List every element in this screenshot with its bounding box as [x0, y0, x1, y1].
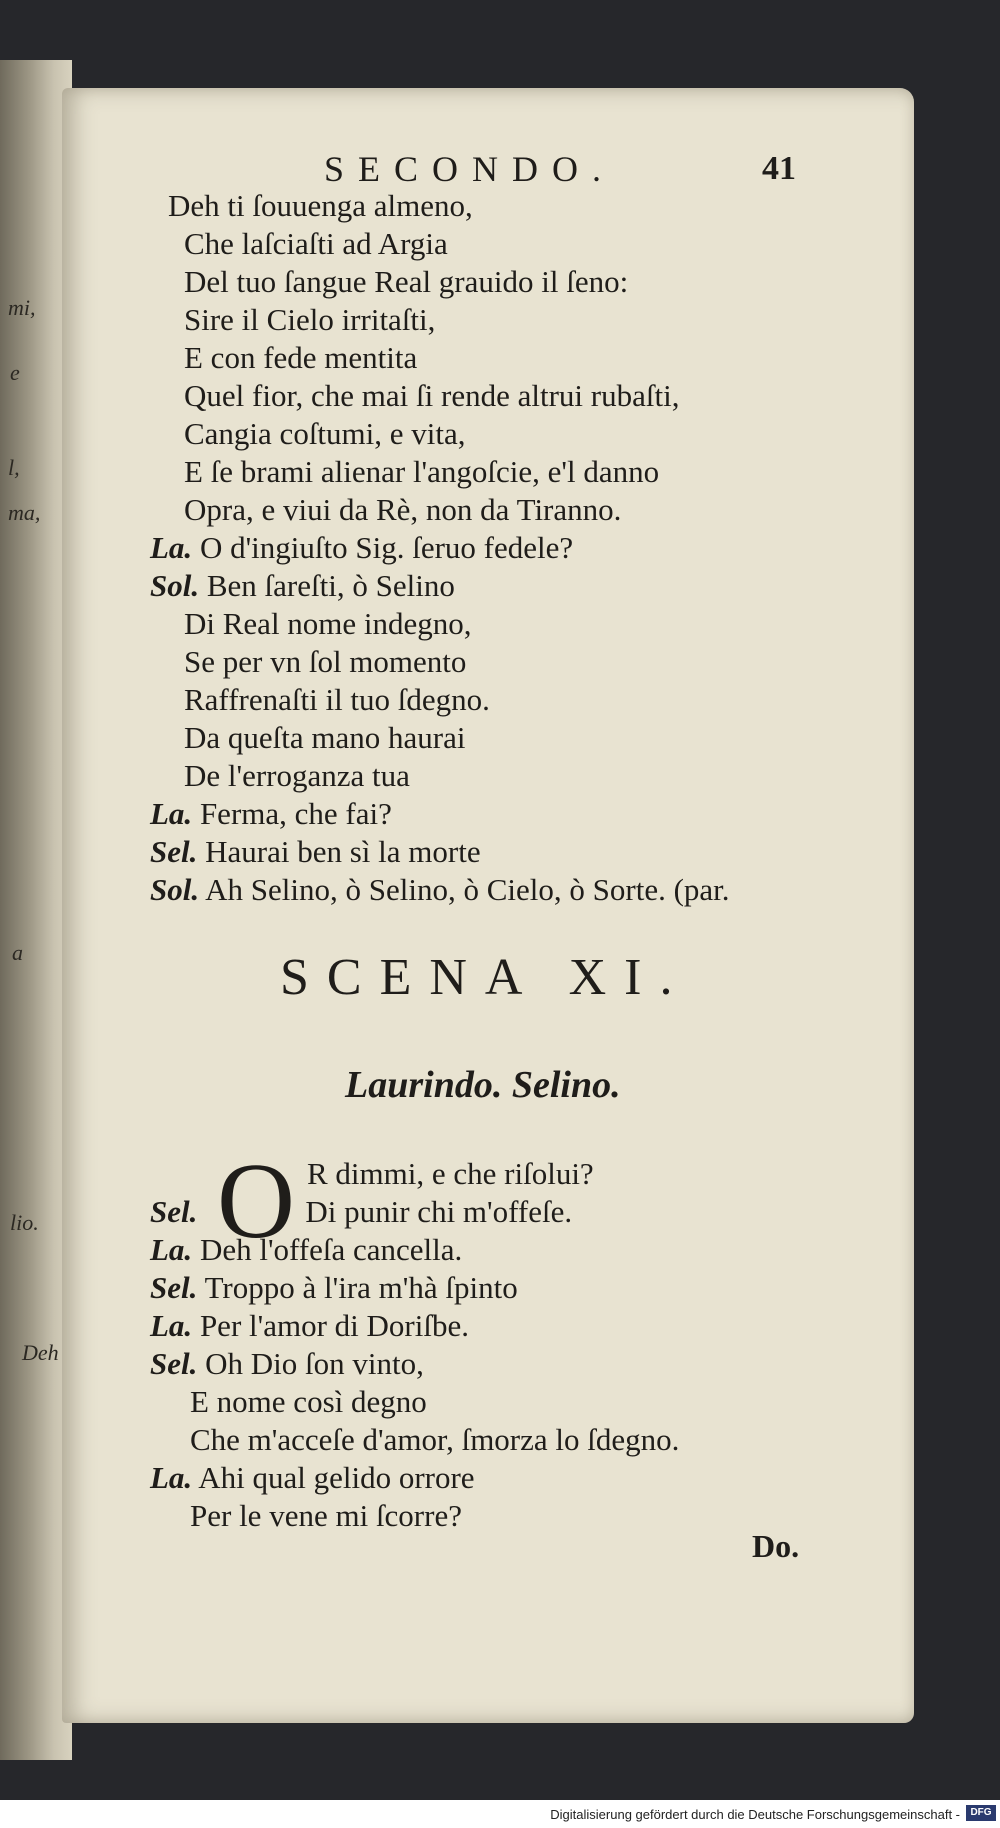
verse-line [184, 304, 435, 335]
verse-text: Da queſta mano haurai [184, 720, 466, 755]
speaker-label: La. [150, 1232, 193, 1267]
verse-line [150, 1272, 518, 1303]
scene-title: SCENA XI. [280, 949, 691, 1006]
verse-text: Quel fior, che mai ſi rende altrui rubaſti, [184, 378, 680, 413]
dfg-logo: DFG [966, 1805, 996, 1821]
verse-line [184, 608, 472, 639]
verse-line [190, 1424, 679, 1455]
verse-text: Deh l'offeſa cancella. [199, 1232, 463, 1267]
verse-line [184, 494, 621, 525]
verse-text: Oh Dio ſon vinto, [205, 1346, 424, 1381]
verse-line [150, 1196, 572, 1227]
verse-text: Cangia coſtumi, e vita, [184, 416, 466, 451]
verse-line [307, 1158, 594, 1189]
verse-text: Troppo à l'ira m'hà ſpinto [204, 1270, 518, 1305]
verse-text: Sire il Cielo irritaſti, [184, 302, 436, 337]
verse-text: Di Real nome indegno, [184, 606, 472, 641]
verse-text: Ben ſareſti, ò Selino [206, 568, 455, 603]
verse-text: E nome così degno [190, 1384, 427, 1419]
verse-text: Ferma, che fai? [199, 796, 392, 831]
speaker-label: Sol. [150, 872, 200, 907]
verse-line [184, 722, 465, 753]
verse-text: Raffrenaſti il tuo ſdegno. [184, 682, 490, 717]
running-header: SECONDO. [324, 149, 616, 189]
verse-text: E con fede mentita [184, 340, 418, 375]
verse-text: Che laſciaſti ad Argia [184, 226, 448, 261]
verse-text: Per l'amor di Doriſbe. [199, 1308, 469, 1343]
verse-line [184, 646, 466, 677]
page-number: 41 [762, 150, 796, 187]
scene-persons: Laurindo. Selino. [345, 1064, 621, 1106]
verse-text: Ahi qual gelido orrore [198, 1460, 475, 1495]
verse-line [184, 684, 490, 715]
verse-text: Ah Selino, ò Selino, ò Cielo, ò Sorte. (par. [205, 872, 730, 907]
verse-line [150, 1310, 469, 1341]
fragment-text: mi, [8, 295, 36, 320]
verse-line [150, 874, 730, 905]
verse-text: E ſe brami alienar l'angoſcie, e'l danno [184, 454, 660, 489]
speaker-label: Sel. [150, 1270, 198, 1305]
speaker-label: Sol. [150, 568, 200, 603]
fragment-text: a [12, 940, 23, 965]
verse-line [184, 342, 417, 373]
verse-text: Deh ti ſouuenga almeno, [168, 188, 473, 223]
verse-text: R dimmi, e che riſolui? [307, 1156, 594, 1191]
verse-line [190, 1386, 427, 1417]
speaker-label: La. [150, 530, 193, 565]
verse-line [184, 228, 448, 259]
verse-line [168, 190, 473, 221]
speaker-label: La. [150, 1460, 193, 1495]
verse-line [184, 380, 679, 411]
verse-line [184, 456, 659, 487]
fragment-text: ma, [8, 500, 41, 525]
fragment-text: lio. [10, 1210, 39, 1235]
book-page [62, 88, 914, 1723]
speaker-label: La. [150, 796, 193, 831]
speaker-label: La. [150, 1308, 193, 1343]
digitization-footer [0, 1800, 1000, 1828]
verse-line [190, 1500, 462, 1531]
speaker-label: Sel. [150, 834, 198, 869]
speaker-label: Sel. [150, 1194, 198, 1229]
verse-line [150, 798, 392, 829]
verse-line [184, 760, 410, 791]
fragment-text: l, [8, 455, 20, 480]
verse-line [150, 570, 455, 601]
verse-line [184, 418, 466, 449]
verse-line [150, 836, 481, 867]
verse-line [184, 266, 628, 297]
verse-text: Haurai ben sì la morte [205, 834, 481, 869]
funding-credit: Digitalisierung gefördert durch die Deutsche Forschungsgemeinschaft - [550, 1807, 960, 1822]
verse-text: O d'ingiuſto Sig. ſeruo fedele? [199, 530, 574, 565]
verse-line [150, 1348, 424, 1379]
fragment-text: Deh [22, 1340, 59, 1365]
catchword: Do. [752, 1528, 800, 1564]
speaker-label: Sel. [150, 1346, 198, 1381]
verse-text: De l'erroganza tua [184, 758, 410, 793]
verse-text: Di punir chi m'offeſe. [305, 1194, 573, 1229]
verse-line [150, 532, 573, 563]
fragment-text: e [10, 360, 20, 385]
verse-text: Del tuo ſangue Real grauido il ſeno: [184, 264, 629, 299]
verse-text: Che m'acceſe d'amor, ſmorza lo ſdegno. [190, 1422, 680, 1457]
verse-line [150, 1234, 462, 1265]
drop-capital: O [217, 1142, 295, 1261]
verse-text: Se per vn ſol momento [184, 644, 467, 679]
verse-text: Per le vene mi ſcorre? [190, 1498, 462, 1533]
verse-text: Opra, e viui da Rè, non da Tiranno. [184, 492, 622, 527]
verse-line [150, 1462, 475, 1493]
